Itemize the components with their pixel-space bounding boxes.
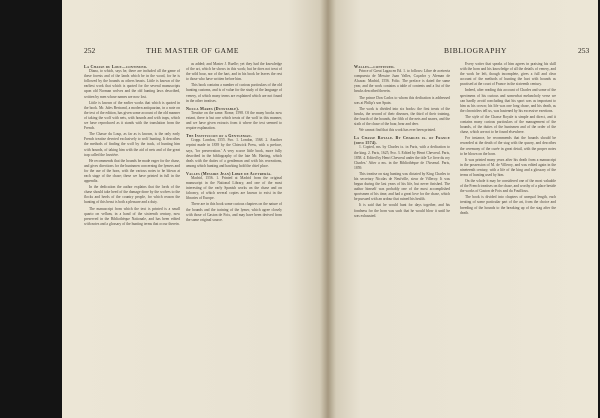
body-paragraph: Cropp. London, 1555. 8vo. 1. London, 1568. 2. Another reprint made in 1839 by the Chiswick Press, with a preface, says, 'for preservation.' A very scarce little book, more fully described in the bibliography of the late Mr. Harting, which deals with the duties of a gentleman and with his recreations, among which hunting and hawking hold the chief place. bbox=[186, 138, 282, 168]
body-paragraph: 1. Copied, ms. by Charles ix. in Paris, with a dedication to the king. 2. Paris, 1625, 8vo. 3. Edited by Henri Chevreul. Paris, 1858. 4. Edited by Henri Chevreul under the title 'Le livre du roy Charles.' After a ms. in the Bibliothèque de l'Arsenal. Paris, 1859. bbox=[354, 145, 450, 170]
left-running-head: THE MASTER OF GAME bbox=[146, 46, 240, 55]
body-paragraph: On the whole it may be considered one of the most valuable of the French treatises on the chase, and worthy of a place beside the works of Gaston de Foix and du Fouilloux. bbox=[460, 179, 556, 194]
bibliography-entry-heading: La Chasse Royale. By Charles ix. of France (died 1574). bbox=[354, 135, 450, 146]
body-paragraph: There are in this book some curious chapters on the nature of the hounds and the training of the lymer, which agree closely with those of Gaston de Foix, and may have been derived from the same original source. bbox=[186, 202, 282, 222]
body-paragraph: Madrid, 1556. 1. Printed at Madrid from the original manuscript in the National Library, and one of the most interesting of the early Spanish works on the chase and on falconry, of which several copies are known to exist in the libraries of Europe. bbox=[186, 175, 282, 201]
body-paragraph: The Chasse du Loup, as far as is known, is the only early French treatise devoted exclusively to wolf hunting. It describes the methods of finding the wolf by the track, of hunting him with hounds, of taking him with the aid of nets and of the great trap called the louvière. bbox=[84, 132, 180, 157]
body-paragraph: The style of the Chasse Royale is simple and direct, and it contains many curious particulars of the management of the hounds, of the duties of the huntsmen and of the order of the chase, which are not to be found elsewhere. bbox=[460, 114, 556, 135]
left-page-number: 252 bbox=[84, 46, 96, 55]
body-paragraph: The manuscript from which the text is printed is a small quarto on vellum, in a hand of the sixteenth century, now preserved in the Bibliothèque Nationale, and has been edited with notes and a glossary of the hunting terms that occur therein. bbox=[84, 206, 180, 226]
body-paragraph: The prince Don Carlos to whom this dedication is addressed was at Philip's son Spain. bbox=[354, 95, 450, 105]
right-page-number: 253 bbox=[578, 46, 590, 55]
body-paragraph: He recommends that the hounds be made eager for the chase, and gives directions for the huntsmen concerning the lymers and for the use of the horn, with the various notes to be blown at each stage of the chase; these we have printed in full in the appendix. bbox=[84, 158, 180, 184]
right-column-1 bbox=[354, 62, 450, 402]
open-book bbox=[62, 0, 598, 418]
body-paragraph: Diana, to which, says he, there are included all the game of these forests and of the lands which be in the wood, for he is followed by the hounds as others beasts. Little is known of the earliest work that which is quoted for the several manuscripts upon old Norman wolves and the old hunting laws described, written by men whose names are now lost. bbox=[84, 69, 180, 99]
body-paragraph: The work is divided into six books: the first treats of the hawks, the second of their diseases, the third of their training, the fourth of the hounds, the fifth of the nets and snares, and the sixth of the chase of the boar, bear and deer. bbox=[354, 106, 450, 127]
body-paragraph: This book contains a number of curious particulars of the old hunting customs, and is of value for the study of the language of venery, of which many terms are explained which are not found in the other treatises. bbox=[186, 83, 282, 103]
body-paragraph: Little is known of the earlier works that which is quoted in the book. Mr. Jules Bertrand, a modern antiquarian, in a note on the text of the edition, has given some account of the old manner of taking the wolf with nets, with hounds and with traps, which we have reproduced as it stands with the translation from the French. bbox=[84, 100, 180, 131]
bibliography-entry-heading: Walles—continued. bbox=[354, 64, 395, 69]
right-page bbox=[328, 0, 598, 418]
left-column-1 bbox=[84, 62, 180, 402]
bibliography-entry-heading: Nocca Mares (Dunstable). bbox=[186, 105, 240, 111]
body-paragraph: Indeed, after reading this account of Charles and some of the specimens of his curious and somewhat melancholy verse we can hardly avoid concluding that his sport was as important to him as his crown; his life was one long chase, and his death, as the chroniclers tell us, was hastened by his excessive exertions. bbox=[460, 88, 556, 113]
body-paragraph: In the dedication the author explains that the lords of the chase should take heed of the damage done by the wolves to the flocks and herds of the country people, for which reason the hunting of this beast is both a pleasure and a duty. bbox=[84, 185, 180, 205]
bibliography-entry-heading: Valles (Messire Jean) Libre de Acetrería. bbox=[186, 170, 272, 176]
left-page bbox=[62, 0, 328, 418]
bibliography-entry-heading: La Chasse du Loup—continued. bbox=[84, 64, 148, 69]
body-paragraph: as added; and Master J. Ruelle; yet they had the knowledge of the art, which he shows in this work; but he does not treat of the wild boar, nor of the hart, and in his book he leaves the rest to those who have written before him. bbox=[186, 62, 282, 82]
body-paragraph: We cannot find that this work has ever been printed. bbox=[359, 128, 436, 133]
body-paragraph: It was printed many years after his death from a manuscript in the possession of M. de Villeroy, and was edited again in the nineteenth century, with a life of the king and a glossary of the terms of hunting used by him. bbox=[460, 157, 556, 177]
book-gutter bbox=[320, 0, 336, 418]
body-paragraph: For instance, he recommends that the hounds should be rewarded at the death of the stag with the quarry, and describes the ceremony of the curée in great detail, with the proper notes to be blown on the horn. bbox=[460, 136, 556, 156]
body-paragraph: Treatise on the same. Rome, 1598. Of the many books now extant, there is but one which treats of the wolf in this manner, and we have given extracts from it where the text seemed to require explanation. bbox=[186, 110, 282, 131]
body-paragraph: It is said that he would hunt for days together, and his fondness for the horn was such that he would blow it until he was exhausted. bbox=[354, 203, 450, 218]
left-column-2 bbox=[186, 62, 282, 402]
body-paragraph: Prince of Great Lagaa en Ed. 1. to follows: Libre de acetreria compuesta de Messire Juan Valles, Caçador y Aleman de Alcazar. Madrid, 1556. Folio. The preface is dated the same year, and the work contains a table of contents and a list of the hawks described therein. bbox=[354, 69, 450, 94]
body-paragraph: Every writer that speaks of him agrees in praising his skill with the horn and his knowledge of all the details of venery, and the work he left, though incomplete, gives a full and clear account of the methods of hunting the hart with hounds as practised at the court of France in the sixteenth century. bbox=[460, 62, 556, 87]
right-running-head: BIBLIOGRAPHY bbox=[444, 46, 508, 55]
bibliography-entry-heading: The Institucion of a Gentleman. bbox=[186, 133, 252, 139]
body-paragraph: This treatise on stag hunting was dictated by King Charles to his secretary Nicolas de Neufville, sieur de Villeroy. It was begun during the last years of his life, but never finished. The author himself was probably one of the most accomplished sportsmen of his time, and had a great love for the chase, which he pursued with an ardour that ruined his health. bbox=[354, 171, 450, 202]
body-paragraph: The book is divided into chapters of unequal length, each treating of some particular part of the art, from the choice and breeding of the hounds to the breaking up of the stag after the death. bbox=[460, 195, 556, 215]
right-column-2 bbox=[460, 62, 556, 402]
